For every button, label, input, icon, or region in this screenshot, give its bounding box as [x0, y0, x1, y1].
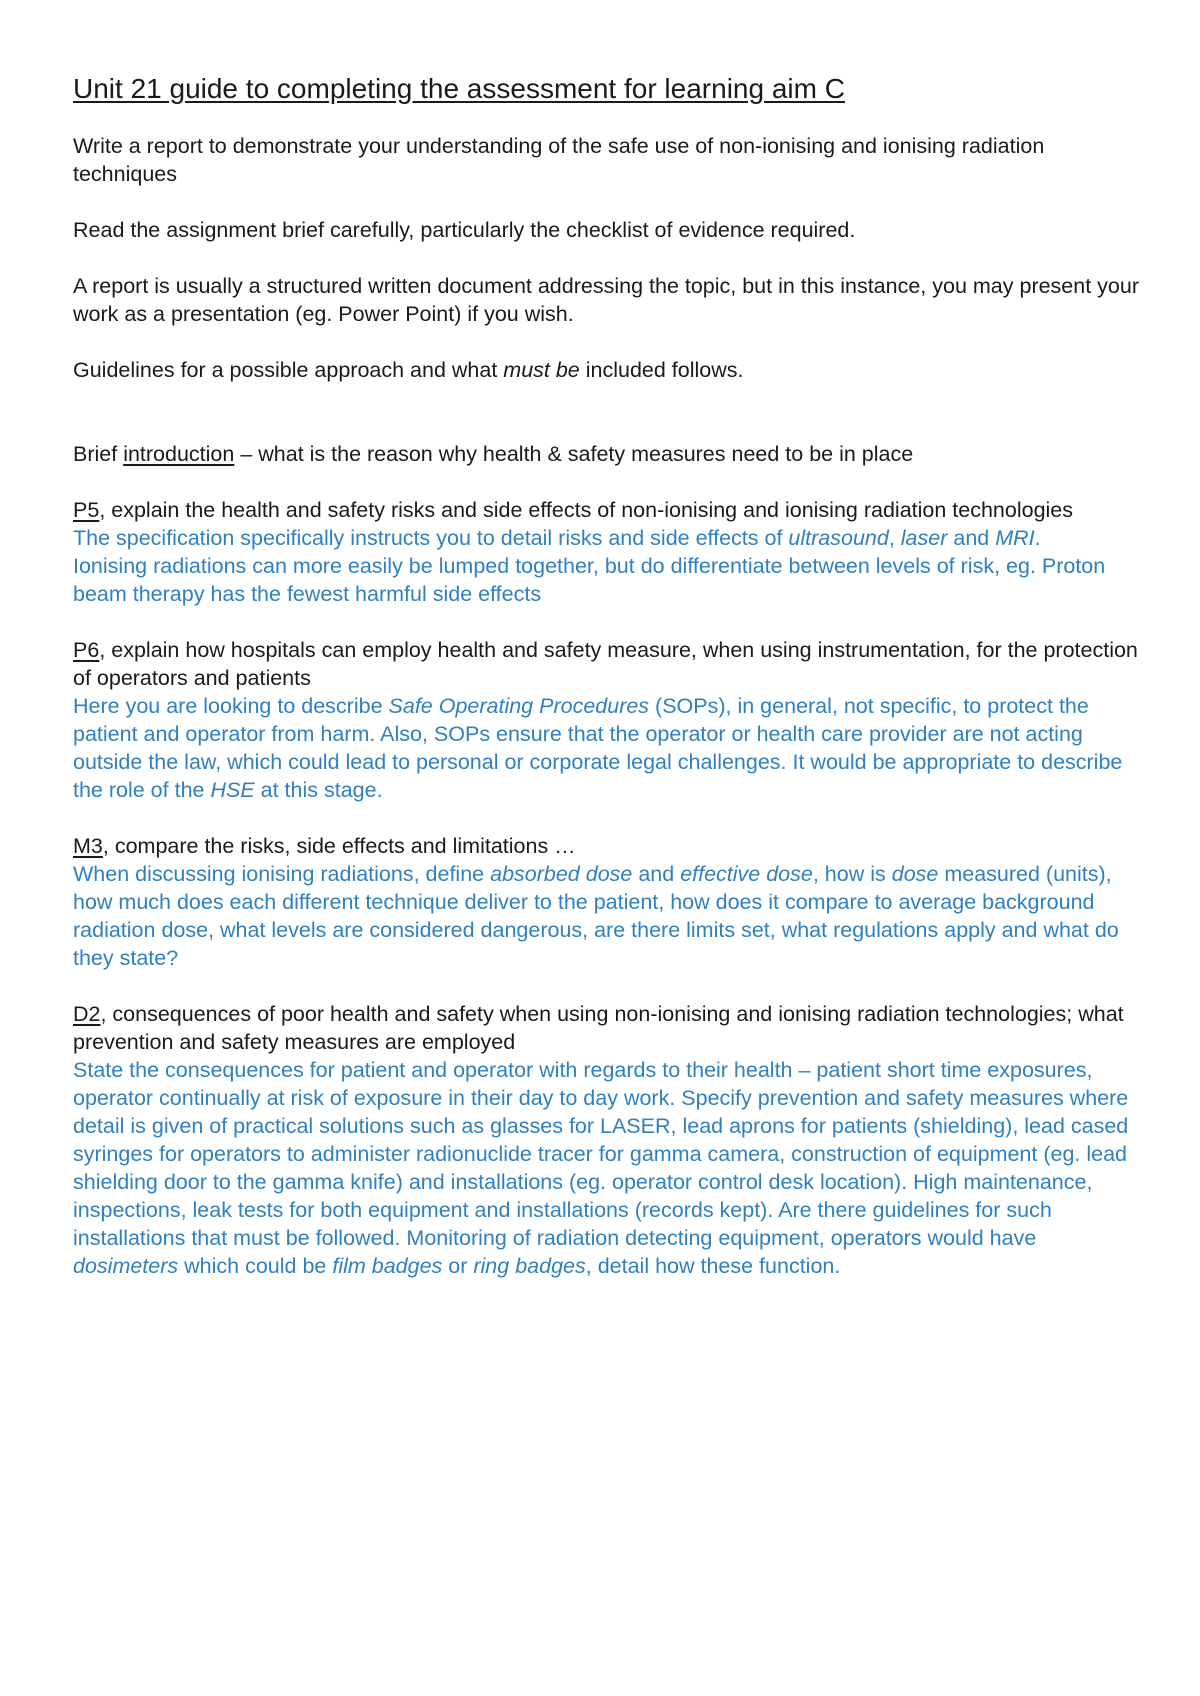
intro-p4-text-a: Guidelines for a possible approach and what [73, 358, 504, 382]
section-spacer [73, 412, 1140, 440]
p5-heading [73, 496, 1140, 524]
m3-heading [73, 832, 1140, 860]
intro-paragraph-4 [73, 356, 1140, 384]
p5-note-2: Ionising radiations can more easily be lumped together, but do differentiate between levels of risk, eg. Proton beam therapy has the fewest harmful side effects [73, 554, 1106, 606]
intro-paragraph-3: A report is usually a structured written document addressing the topic, but in this instance, you may present your work as a presentation (eg. Power Point) if you wish. [73, 274, 1139, 326]
p5-note1-mri: MRI [995, 526, 1035, 550]
p6-code: P6 [73, 638, 100, 662]
p6-heading [73, 636, 1140, 692]
p6-note-sop: Safe Operating Procedures [388, 694, 650, 718]
intro-p4-emphasis: must be [503, 358, 580, 382]
m3-note-absorbed-dose: absorbed dose [490, 862, 633, 886]
intro-paragraph-1: Write a report to demonstrate your understanding of the safe use of non-ionising and ionising radiation techniques [73, 134, 1045, 186]
m3-note-text-b: and [632, 862, 681, 886]
p6-note [73, 692, 1140, 804]
p5-note1-end: . [1034, 526, 1041, 550]
p5-note1-sep1: , [888, 526, 901, 550]
p6-note-text-b: (SOPs), in general, not specific, to protect the patient and operator from harm. Also, SOPs ensure that the operator or health care provider are not acting outside the law, which could lead to personal or corporate legal challenges. It would be appropriate to describe the role of the [73, 694, 1123, 802]
page-title: Unit 21 guide to completing the assessment for learning aim C [73, 73, 845, 104]
m3-code: M3 [73, 834, 103, 858]
d2-note-ring-badges: ring badges [473, 1254, 586, 1278]
m3-note-text-c: , how is [812, 862, 892, 886]
d2-note-text-b: which could be [178, 1254, 333, 1278]
d2-code: D2 [73, 1002, 101, 1026]
m3-note-text-a: When discussing ionising radiations, define [73, 862, 491, 886]
p5-note1-laser: laser [900, 526, 948, 550]
m3-note-text-d: measured (units), how much does each different technique deliver to the patient, how does it compare to average background radiation dose, what levels are considered dangerous, are there limits set, what regulations apply and what do they state? [73, 862, 1119, 970]
p5-note1-ultrasound: ultrasound [788, 526, 889, 550]
intro-paragraph-2: Read the assignment brief carefully, particularly the checklist of evidence required. [73, 218, 856, 242]
brief-text-b: – what is the reason why health & safety measures need to be in place [234, 442, 914, 466]
p6-note-hse: HSE [210, 778, 255, 802]
d2-heading-text: , consequences of poor health and safety when using non-ionising and ionising radiation technologies; what prevention and safety measures are employed [73, 1002, 1124, 1054]
d2-note-dosimeters: dosimeters [73, 1254, 179, 1278]
m3-note-effective-dose: effective dose [680, 862, 813, 886]
m3-note [73, 860, 1140, 972]
p6-note-text-a: Here you are looking to describe [73, 694, 389, 718]
p5-code: P5 [73, 498, 100, 522]
p5-heading-text: , explain the health and safety risks and side effects of non-ionising and ionising radiation technologies [99, 498, 1074, 522]
d2-note-text-a: State the consequences for patient and operator with regards to their health – patient short time exposures, operator continually at risk of exposure in their day to day work. Specify prevention and safety measures where detail is given of practical solutions such as glasses for LASER, lead aprons for patients (shielding), lead cased syringes for operators to administer radionuclide tracer for gamma camera, construction of equipment (eg. lead shielding door to the gamma knife) and installations (eg. operator control desk location). High maintenance, inspections, leak tests for both equipment and installations (records kept). Are there guidelines for such installations that must be followed. Monitoring of radiation detecting equipment, operators would have [73, 1058, 1129, 1250]
p6-note-text-c: at this stage. [254, 778, 383, 802]
m3-heading-text: , compare the risks, side effects and limitations … [102, 834, 576, 858]
p6-heading-text: , explain how hospitals can employ health and safety measure, when using instrumentation, for the protection of operators and patients [73, 638, 1138, 690]
d2-note-text-d: , detail how these function. [585, 1254, 841, 1278]
d2-note-text-c: or [442, 1254, 474, 1278]
m3-note-dose: dose [891, 862, 939, 886]
p5-note1-text-a: The specification specifically instructs you to detail risks and side effects of [73, 526, 789, 550]
p5-note1-sep2: and [947, 526, 996, 550]
brief-introduction-underlined: introduction [123, 442, 235, 466]
d2-heading [73, 1000, 1140, 1056]
brief-introduction [73, 440, 1140, 468]
d2-note [73, 1056, 1140, 1280]
intro-p4-text-b: included follows. [579, 358, 744, 382]
d2-note-film-badges: film badges [332, 1254, 443, 1278]
p5-note-1 [73, 524, 1140, 552]
brief-text-a: Brief [73, 442, 124, 466]
